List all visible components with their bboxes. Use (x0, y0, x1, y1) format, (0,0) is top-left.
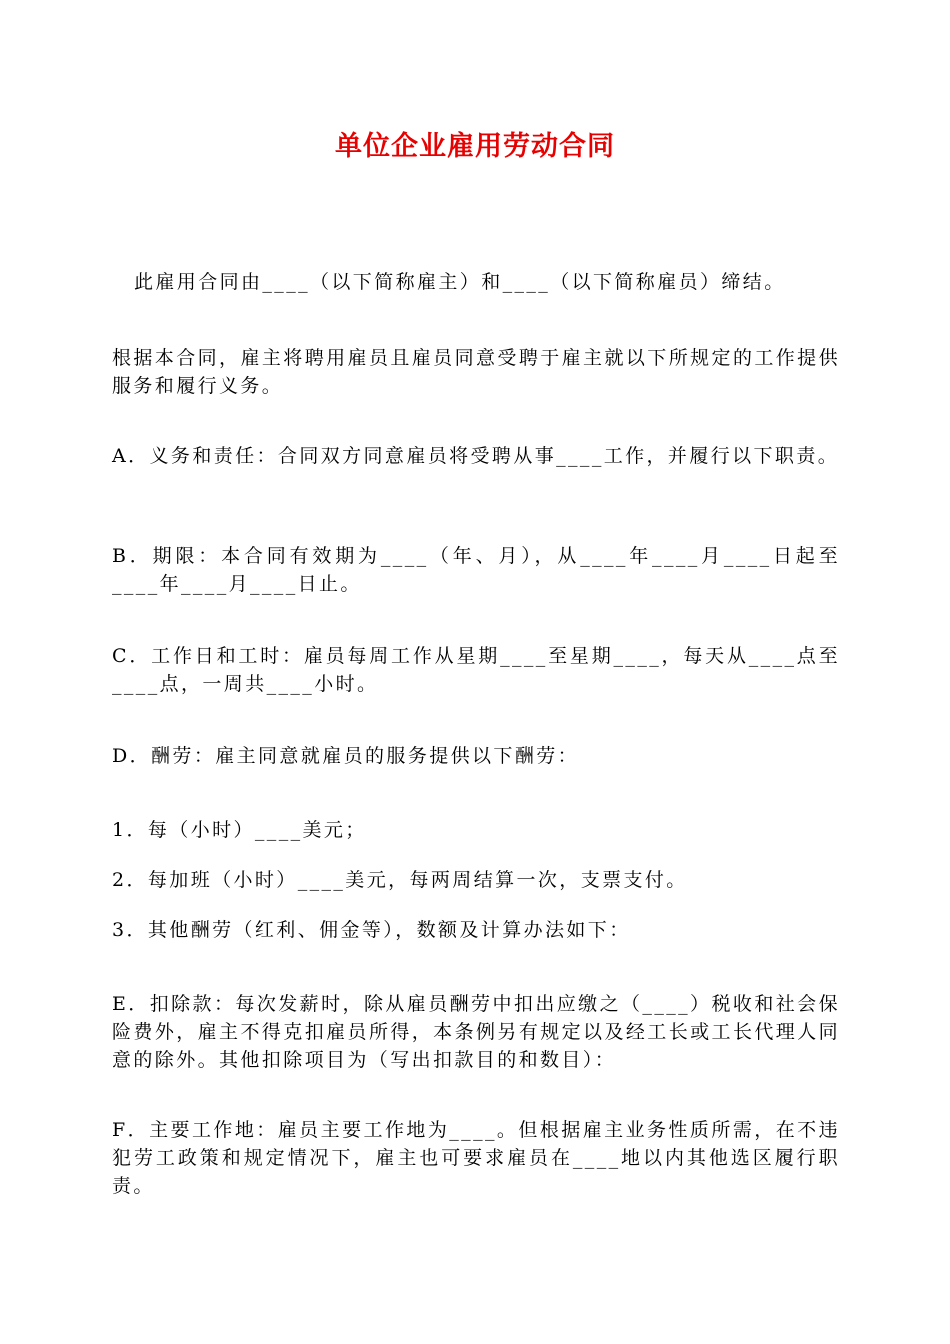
paragraph-parties: 此雇用合同由____（以下简称雇主）和____（以下简称雇员）缔结。 (134, 271, 786, 293)
paragraph-b-term: B．期限：本合同有效期为____（年、月），从____年____月____日起至____年____月____日止。 (112, 545, 840, 595)
document-title: 单位企业雇用劳动合同 (335, 131, 615, 162)
paragraph-d-pay: D．酬劳：雇主同意就雇员的服务提供以下酬劳： (112, 745, 580, 767)
paragraph-d-item-1: 1．每（小时）____美元； (112, 819, 367, 841)
paragraph-d-item-2: 2．每加班（小时）____美元，每两周结算一次，支票支付。 (112, 869, 688, 891)
paragraph-preamble: 根据本合同，雇主将聘用雇员且雇员同意受聘于雇主就以下所规定的工作提供服务和履行义务。 (112, 347, 840, 397)
paragraph-d-item-3: 3．其他酬劳（红利、佣金等），数额及计算办法如下： (112, 919, 631, 941)
paragraph-f-workplace: F．主要工作地：雇员主要工作地为____。但根据雇主业务性质所需，在不违犯劳工政策和规定情况下，雇主也可要求雇员在____地以内其他选区履行职责。 (112, 1119, 840, 1197)
paragraph-a-duties: A．义务和责任：合同双方同意雇员将受聘从事____工作，并履行以下职责。 (112, 445, 840, 467)
paragraph-e-deductions: E．扣除款：每次发薪时，除从雇员酬劳中扣出应缴之（____）税收和社会保险费外，雇主不得克扣雇员所得，本条例另有规定以及经工长或工长代理人同意的除外。其他扣除项目为（写出扣款目的和数目）： (112, 993, 840, 1071)
paragraph-c-hours: C．工作日和工时：雇员每周工作从星期____至星期____，每天从____点至____点，一周共____小时。 (112, 645, 840, 695)
